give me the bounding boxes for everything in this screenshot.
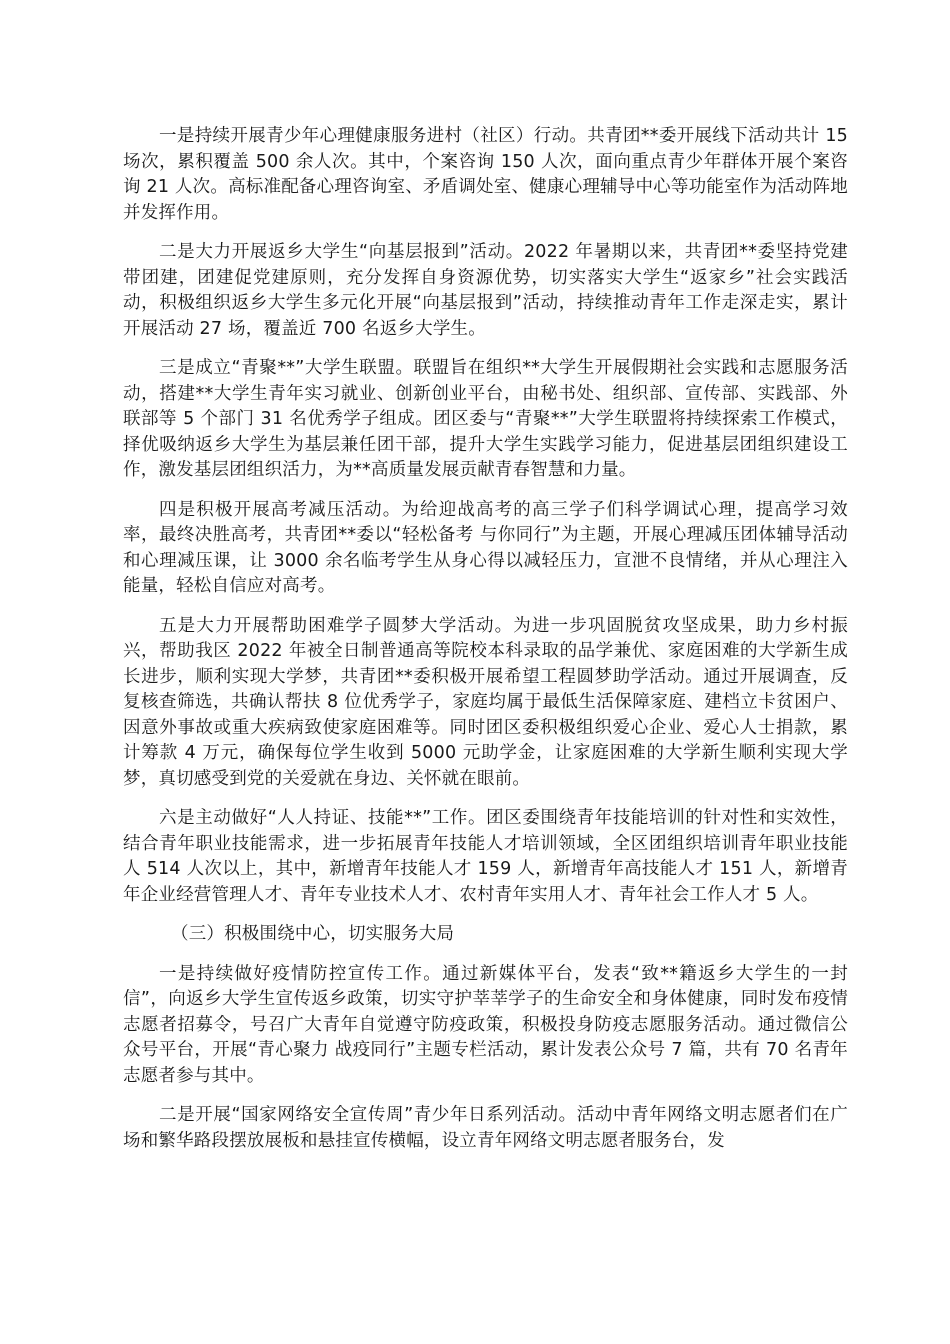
paragraph-7: 一是持续做好疫情防控宣传工作。通过新媒体平台，发表“致**籍返乡大学生的一封信”，向返乡大学生宣传返乡政策，切实守护莘莘学子的生命安全和身体健康，同时发布疫情志愿者招募令，号召广大青年自觉遵守防疫政策，积极投身防疫志愿服务活动。通过微信公众号平台，开展“青心聚力 战疫同行”主题专栏活动，累计发表公众号 7 篇，共有 70 名青年志愿者参与其中。 bbox=[123, 963, 848, 1086]
paragraph-4: 四是积极开展高考减压活动。为给迎战高考的高三学子们科学调试心理，提高学习效率，最终决胜高考，共青团**委以“轻松备考 与你同行”为主题，开展心理减压团体辅导活动和心理减压课，让 3000 余名临考学生从身心得以减轻压力，宣泄不良情绪，并从心理注入能量，轻松自信应对高考。 bbox=[123, 499, 848, 596]
paragraph-1: 一是持续开展青少年心理健康服务进村（社区）行动。共青团**委开展线下活动共计 15 场次，累积覆盖 500 余人次。其中，个案咨询 150 人次，面向重点青少年群体开展个案咨询 21 人次。高标准配备心理咨询室、矛盾调处室、健康心理辅导中心等功能室作为活动阵地并发挥作用。 bbox=[123, 126, 848, 223]
paragraph-8: 二是开展“国家网络安全宣传周”青少年日系列活动。活动中青年网络文明志愿者们在广场和繁华路段摆放展板和悬挂宣传横幅，设立青年网络文明志愿者服务台，发 bbox=[123, 1105, 848, 1151]
document-page bbox=[123, 124, 848, 1168]
paragraph-5: 五是大力开展帮助困难学子圆梦大学活动。为进一步巩固脱贫攻坚成果，助力乡村振兴，帮助我区 2022 年被全日制普通高等院校本科录取的品学兼优、家庭困难的大学新生成长进步，顺利实现大学梦，共青团**委积极开展希望工程圆梦助学活动。通过开展调查，反复核查筛选，共确认帮扶 8 位优秀学子，家庭均属于最低生活保障家庭、建档立卡贫困户、因意外事故或重大疾病致使家庭困难等。同时团区委积极组织爱心企业、爱心人士捐款，累计筹款 4 万元，确保每位学生收到 5000 元助学金，让家庭困难的大学新生顺利实现大学梦，真切感受到党的关爱就在身边、关怀就在眼前。 bbox=[123, 615, 848, 789]
section-heading: （三）积极围绕中心，切实服务大局 bbox=[171, 924, 455, 944]
paragraph-3: 三是成立“青聚**”大学生联盟。联盟旨在组织**大学生开展假期社会实践和志愿服务活动，搭建**大学生青年实习就业、创新创业平台，由秘书处、组织部、宣传部、实践部、外联部等 5 个部门 31 名优秀学子组成。团区委与“青聚**”大学生联盟将持续探索工作模式，择优吸纳返乡大学生为基层兼任团干部，提升大学生实践学习能力，促进基层团组织建设工作，激发基层团组织活力，为**高质量发展贡献青春智慧和力量。 bbox=[123, 358, 848, 480]
paragraph-2: 二是大力开展返乡大学生“向基层报到”活动。2022 年暑期以来，共青团**委坚持党建带团建，团建促党建原则，充分发挥自身资源优势，切实落实大学生“返家乡”社会实践活动，积极组织返乡大学生多元化开展“向基层报到”活动，持续推动青年工作走深走实，累计开展活动 27 场，覆盖近 700 名返乡大学生。 bbox=[123, 242, 848, 339]
paragraph-6: 六是主动做好“人人持证、技能**”工作。团区委围绕青年技能培训的针对性和实效性，结合青年职业技能需求，进一步拓展青年技能人才培训领域，全区团组织培训青年职业技能人 514 人次以上，其中，新增青年技能人才 159 人，新增青年高技能人才 151 人，新增青年企业经营管理人才、青年专业技术人才、农村青年实用人才、青年社会工作人才 5 人。 bbox=[123, 808, 848, 905]
